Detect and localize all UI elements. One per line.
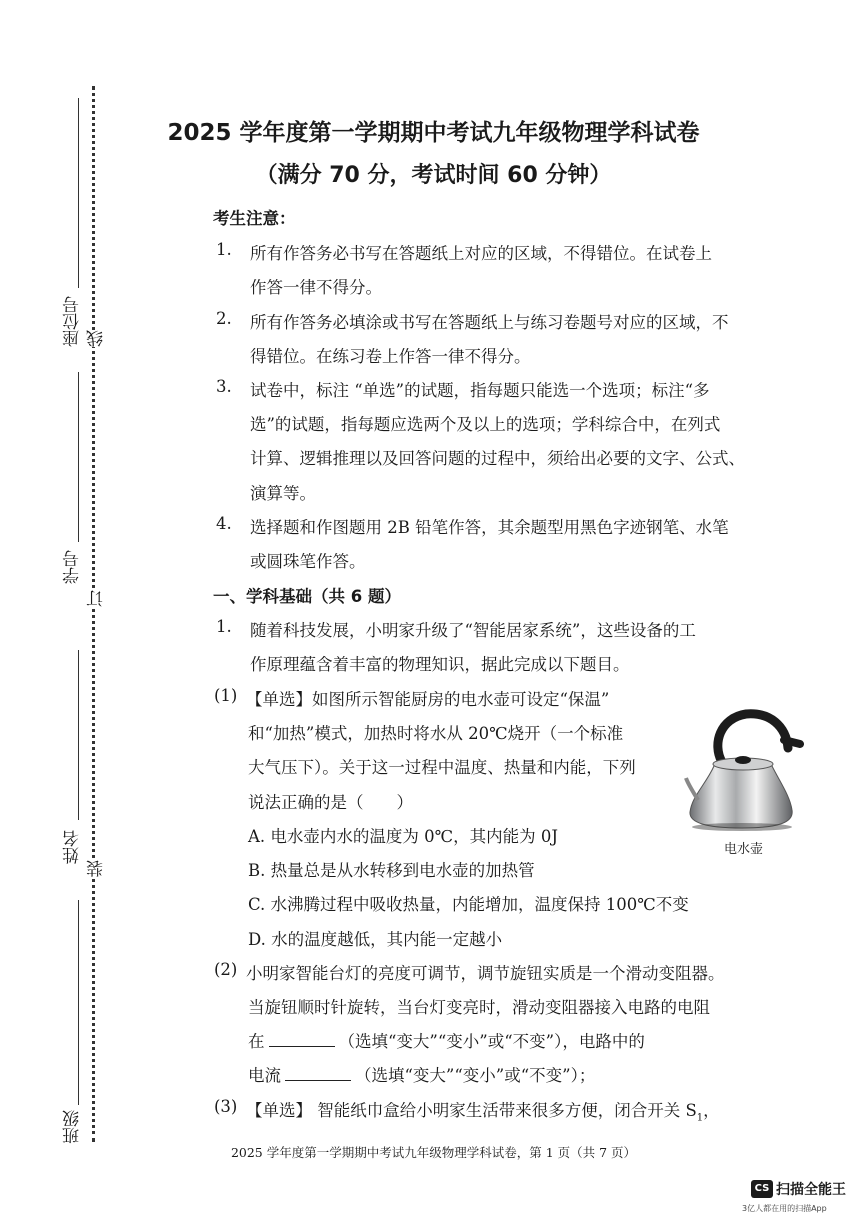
scanner-tagline: 3亿人都在用的扫描App — [742, 1204, 827, 1213]
page-footer: 2025 学年度第一学期期中考试九年级物理学科试卷，第 1 页（共 7 页） — [230, 1145, 637, 1160]
notice-item-number: 2. — [216, 309, 232, 328]
subquestion-number: (1) — [214, 686, 238, 705]
notice-item-line: 所有作答务必填涂或书写在答题纸上与练习卷题号对应的区域，不 — [250, 313, 729, 332]
electric-kettle-image — [684, 704, 804, 834]
option-d: D. 水的温度越低，其内能一定越小 — [248, 930, 503, 949]
question-line: 随着科技发展，小明家升级了“智能居家系统”，这些设备的工 — [250, 621, 696, 640]
subquestion-line: 和“加热”模式，加热时将水从 20℃烧开（一个标准 — [248, 724, 624, 743]
notice-item-number: 4. — [216, 514, 232, 533]
subquestion-line — [246, 1097, 720, 1123]
class-underline — [78, 900, 79, 1105]
name-underline — [78, 650, 79, 820]
option-b: B. 热量总是从水转移到电水壶的加热管 — [248, 861, 535, 880]
fill-in-suffix: （选填“变大”“变小”或“不变”）； — [355, 1066, 596, 1085]
exam-subtitle: （满分 70 分，考试时间 60 分钟） — [255, 163, 612, 188]
subquestion-line: 【单选】如图所示智能厨房的电水壶可设定“保温” — [246, 690, 610, 709]
kettle-image-caption: 电水壶 — [724, 842, 764, 857]
subquestion-line: 大气压下）。关于这一过程中温度、热量和内能，下列 — [248, 758, 636, 777]
option-c: C. 水沸腾过程中吸收热量，内能增加，温度保持 100℃不变 — [248, 895, 689, 914]
scanner-app-name: 扫描全能王 — [776, 1181, 846, 1198]
question-line: 作原理蕴含着丰富的物理知识，据此完成以下题目。 — [250, 655, 630, 674]
notice-item-line: 所有作答务必书写在答题纸上对应的区域，不得错位。在试卷上 — [250, 244, 712, 263]
subquestion-line: 小明家智能台灯的亮度可调节，调节旋钮实质是一个滑动变阻器。 — [246, 964, 725, 983]
notice-item-line: 选”的试题，指每题应选两个及以上的选项；学科综合中，在列式 — [250, 415, 721, 434]
subquestion-line — [248, 1062, 595, 1086]
camscanner-logo-icon: CS — [751, 1180, 773, 1198]
binding-label-staple: 订 — [84, 590, 109, 607]
subquestion-number: (2) — [214, 960, 238, 979]
switch-subscript: 1 — [696, 1112, 704, 1124]
notice-item-line: 演算等。 — [250, 484, 316, 503]
notice-item-number: 3. — [216, 377, 232, 396]
subquestion-line — [248, 1028, 645, 1052]
subquestion-text: 【单选】 智能纸巾盒给小明家生活带来很多方便，闭合开关 S — [246, 1101, 697, 1120]
subquestion-number: (3) — [214, 1097, 238, 1116]
class-label: 班级 — [63, 1110, 83, 1144]
notice-item-line: 试卷中，标注 “单选”的试题，指每题只能选一个选项；标注“多 — [250, 381, 710, 400]
question-number: 1. — [216, 617, 232, 636]
section-heading: 一、学科基础（共 6 题） — [213, 587, 401, 606]
notice-heading: 考生注意： — [213, 209, 296, 228]
student-number-underline — [78, 372, 79, 542]
name-label: 姓名 — [63, 830, 83, 864]
option-a: A. 电水壶内水的温度为 0℃，其内能为 0J — [248, 827, 558, 846]
notice-item-line: 选择题和作图题用 2B 铅笔作答，其余题型用黑色字迹钢笔、水笔 — [250, 518, 729, 537]
fill-in-prefix: 电流 — [248, 1066, 281, 1085]
fill-in-suffix: （选填“变大”“变小”或“不变”），电路中的 — [338, 1032, 645, 1051]
notice-item-line: 计算、逻辑推理以及回答问题的过程中，须给出必要的文字、公式、 — [250, 449, 745, 468]
fill-in-prefix: 在 — [248, 1032, 265, 1051]
fill-in-blank — [269, 1030, 335, 1047]
fill-in-blank — [285, 1064, 351, 1081]
notice-item-line: 或圆珠笔作答。 — [250, 552, 366, 571]
notice-item-line: 得错位。在练习卷上作答一律不得分。 — [250, 347, 531, 366]
notice-item-line: 作答一律不得分。 — [250, 278, 382, 297]
notice-item-number: 1. — [216, 240, 232, 259]
scanner-watermark — [751, 1178, 846, 1199]
seat-number-label: 座位号 — [63, 296, 83, 347]
binding-dotted-line — [92, 86, 95, 1142]
subquestion-tail: ， — [703, 1101, 720, 1120]
exam-title: 2025 学年度第一学期期中考试九年级物理学科试卷 — [167, 120, 700, 146]
subquestion-line: 当旋钮顺时针旋转，当台灯变亮时，滑动变阻器接入电路的电阻 — [248, 998, 710, 1017]
subquestion-line: 说法正确的是（ ） — [248, 793, 413, 812]
binding-label-seal: 装 — [84, 860, 109, 877]
binding-label-line: 线 — [84, 330, 109, 347]
student-number-label: 学号 — [63, 550, 83, 584]
